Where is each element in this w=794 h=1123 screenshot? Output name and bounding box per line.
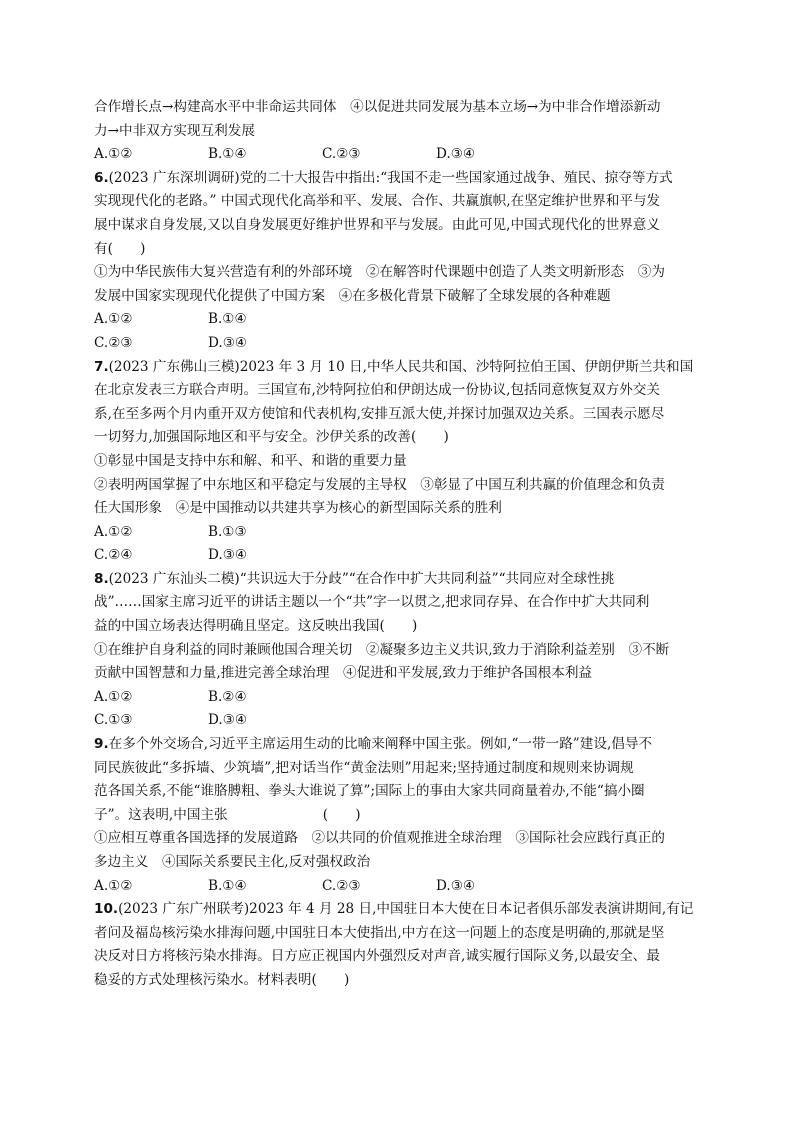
option-b: B.②④ [208,688,247,705]
q9-text-line: ①应相互尊重各国选择的发展道路 ②以共同的价值观推进全球治理 ③国际社会应践行真正的 [94,830,665,847]
option-c: C.②④ [94,547,133,564]
q7-text-line: 一切努力,加强国际地区和平与安全。沙伊关系的改善( ) [94,429,449,446]
option-c: C.②③ [322,877,361,894]
question-number: 9. [94,736,109,753]
q8-text-line: ①在维护自身利益的同时兼顾他国合理关切 ②凝聚多边主义共识,致力于消除利益差别 ③不断 [94,641,670,658]
option-a: A.①② [94,146,133,163]
option-a: A.①② [94,688,133,705]
option-c: C.②③ [322,146,361,163]
option-a: A.①② [94,311,133,328]
q7-text-line: 系,在至多两个月内重开双方使馆和代表机构,安排互派大使,并探讨加强双边关系。三国表示愿尽 [94,405,665,422]
q9-options [94,875,704,899]
q7-options-row1 [94,521,704,545]
option-b: B.①④ [208,146,247,163]
q8-text-line: 战”……国家主席习近平的讲话主题以一个“共”字一以贯之,把求同存异、在合作中扩大共同利 [94,594,650,611]
q10-text-line: 10.(2023 广东广州联考)2023 年 4 月 28 日,中国驻日本大使在日本记者俱乐部发表演讲期间,有记 [94,901,694,918]
option-c: C.②③ [94,334,133,351]
option-d: D.③④ [208,712,248,729]
question-number: 7. [94,358,109,375]
q6-options-row1 [94,308,704,332]
q7-text-line: 7.(2023 广东佛山三模)2023 年 3 月 10 日,中华人民共和国、沙特阿拉伯王国、伊朗伊斯兰共和国 [94,358,694,375]
q9-text-line: 多边主义 ④国际关系要民主化,反对强权政治 [94,854,371,870]
q10-text-line: 稳妥的方式处理核污染水。材料表明( ) [94,971,350,988]
question-number: 8. [94,570,109,587]
q5-text-line: 合作增长点→构建高水平中非命运共同体 ④以促进共同发展为基本立场→为中非合作增添新动 [94,99,661,115]
question-number: 10. [94,901,119,918]
q10-text-line: 者问及福岛核污染水排海问题,中国驻日本大使指出,中方在这一问题上的态度是明确的,那就是坚 [94,924,665,941]
option-b: B.①④ [208,311,247,328]
q10-text-line: 决反对日方将核污染水排海。日方应正视国内外强烈反对声音,诚实履行国际义务,以最安全、最 [94,948,660,965]
q6-text-line: 6.(2023 广东深圳调研)党的二十大报告中指出:“我国不走一些国家通过战争、殖民、掠夺等方式 [94,169,673,186]
option-a: A.①② [94,523,133,540]
q6-options-row2 [94,332,704,356]
q9-text-line: 9.在多个外交场合,习近平主席运用生动的比喻来阐释中国主张。例如,“一带一路”建设,倡导不 [94,736,653,753]
question-number: 6. [94,169,109,186]
option-b: B.①③ [208,523,247,540]
option-c: C.①③ [94,712,133,729]
option-d: D.③④ [208,334,248,351]
q8-options-row2 [94,709,704,733]
q7-text-line: ②表明两国掌握了中东地区和平稳定与发展的主导权 ③彰显了中国互利共赢的价值理念和负责 [94,476,665,493]
q6-text-line: 发展中国家实现现代化提供了中国方案 ④在多极化背景下破解了全球发展的各种难题 [94,287,611,304]
q8-text-line: 贡献中国智慧和力量,推进完善全球治理 ④促进和平发展,致力于维护各国根本利益 [94,665,593,682]
option-d: D.③④ [436,877,476,894]
q8-text-line: 益的中国立场表达得明确且坚定。这反映出我国( ) [94,618,418,635]
q9-text-line: 范各国关系,不能“谁胳膊粗、拳头大谁说了算”;国际上的事由大家共同商量着办,不能“搞小圈 [94,783,645,800]
q8-options-row1 [94,686,704,710]
question-content [94,96,704,993]
q7-text-line: 任大国形象 ④是中国推动以共建共享为核心的新型国际关系的胜利 [94,500,502,517]
q5-options [94,143,704,167]
option-d: D.③④ [436,146,476,163]
q7-text-line: 在北京发表三方联合声明。三国宣布,沙特阿拉伯和伊朗达成一份协议,包括同意恢复双方外交关 [94,382,660,399]
option-d: D.③④ [208,547,248,564]
q7-options-row2 [94,544,704,568]
q9-text-line: 同民族彼此“多拆墙、少筑墙”,把对话当作“黄金法则”用起来;坚持通过制度和规则来协调规 [94,759,634,776]
q8-text-line: 8.(2023 广东汕头二模)“共识远大于分歧”“在合作中扩大共同利益”“共同应对全球性挑 [94,570,615,587]
q5-text-line: 力→中非双方实现互利发展 [94,122,255,139]
option-b: B.①④ [208,877,247,894]
option-a: A.①② [94,877,133,894]
q6-text-line: 有( ) [94,240,146,257]
q7-text-line: ①彰显中国是支持中东和解、和平、和谐的重要力量 [94,452,407,469]
q6-text-line: 实现现代化的老路。” 中国式现代化高举和平、发展、合作、共赢旗帜,在坚定维护世界和平与发 [94,193,661,210]
q9-text-line: 子”。这表明,中国主张 ( ) [94,806,361,823]
q6-text-line: 展中谋求自身发展,又以自身发展更好维护世界和平与发展。由此可见,中国式现代化的世界意义 [94,216,660,233]
q6-text-line: ①为中华民族伟大复兴营造有利的外部环境 ②在解答时代课题中创造了人类文明新形态 ③为 [94,264,665,281]
